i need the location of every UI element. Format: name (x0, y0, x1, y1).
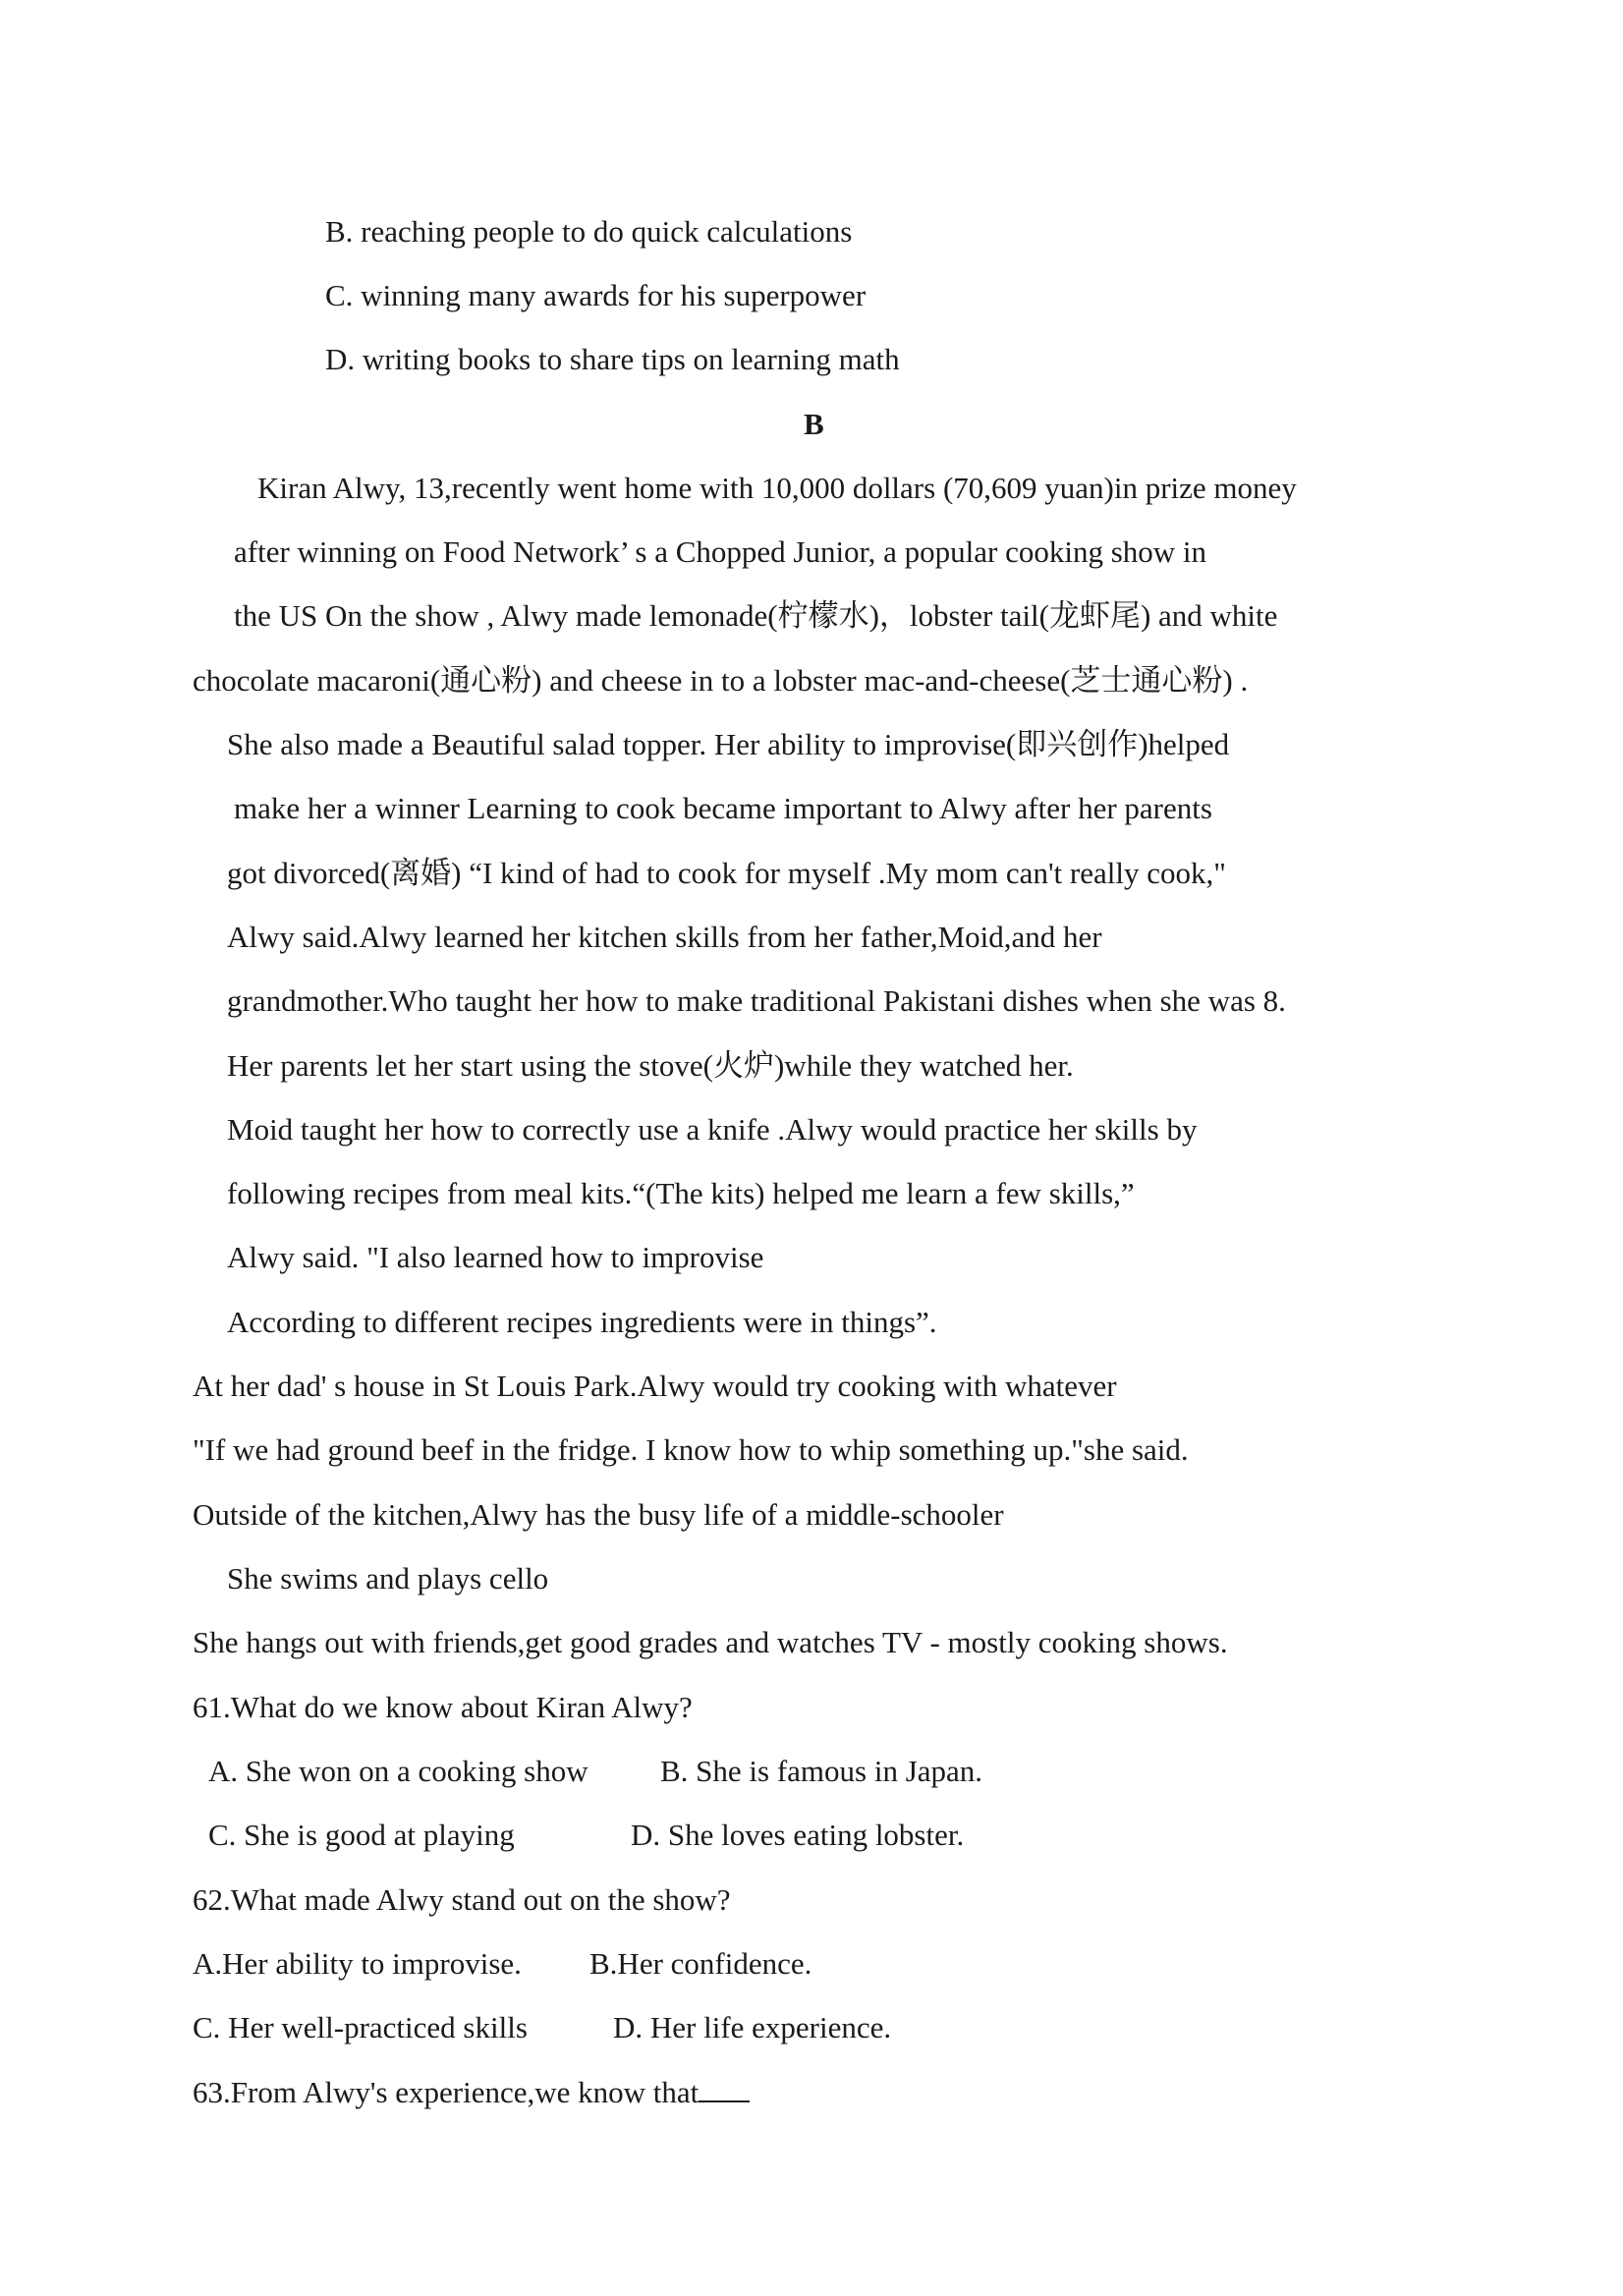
question-62-option-b: B.Her confidence. (589, 1946, 812, 1981)
question-63-stem-text: 63.From Alwy's experience,we know that (193, 2075, 700, 2109)
passage-line: Her parents let her start using the stove(火炉)while they watched her. (227, 1048, 1074, 1083)
option-b-prev: B. reaching people to do quick calculations (325, 214, 853, 249)
passage-line: make her a winner Learning to cook became important to Alwy after her parents (234, 791, 1212, 825)
option-d-prev: D. writing books to share tips on learning math (325, 342, 900, 376)
section-heading: B (804, 407, 824, 441)
question-63-stem (193, 2073, 750, 2112)
passage-line: Moid taught her how to correctly use a knife .Alwy would practice her skills by (227, 1112, 1198, 1147)
question-62-option-d: D. Her life experience. (613, 2010, 892, 2044)
passage-line: Alwy said. "I also learned how to improvise (227, 1240, 764, 1274)
passage-line: "If we had ground beef in the fridge. I know how to whip something up."she said. (193, 1432, 1189, 1467)
passage-line: grandmother.Who taught her how to make traditional Pakistani dishes when she was 8. (227, 983, 1286, 1018)
question-61-option-d: D. She loves eating lobster. (631, 1818, 965, 1852)
question-62-option-a: A.Her ability to improvise. (193, 1946, 522, 1981)
passage-line: She hangs out with friends,get good grades and watches TV - mostly cooking shows. (193, 1625, 1228, 1659)
option-c-prev: C. winning many awards for his superpower (325, 278, 867, 312)
passage-line: after winning on Food Network’ s a Chopped Junior, a popular cooking show in (234, 534, 1207, 569)
passage-line: She swims and plays cello (227, 1561, 549, 1596)
passage-line: At her dad' s house in St Louis Park.Alwy would try cooking with whatever (193, 1369, 1117, 1403)
question-62-stem: 62.What made Alwy stand out on the show? (193, 1882, 731, 1917)
passage-line: Outside of the kitchen,Alwy has the busy life of a middle-schooler (193, 1497, 1004, 1532)
question-62-option-c: C. Her well-practiced skills (193, 2010, 528, 2044)
answer-blank (699, 2073, 750, 2102)
question-61-option-c: C. She is good at playing (208, 1818, 515, 1852)
question-61-option-b: B. She is famous in Japan. (660, 1754, 983, 1788)
passage-line: chocolate macaroni(通心粉) and cheese in to a lobster mac-and-cheese(芝士通心粉) . (193, 663, 1249, 698)
passage-line: She also made a Beautiful salad topper. Her ability to improvise(即兴创作)helped (227, 727, 1230, 761)
passage-line: According to different recipes ingredients were in things”. (227, 1305, 937, 1339)
passage-line: Alwy said.Alwy learned her kitchen skills from her father,Moid,and her (227, 920, 1102, 954)
question-61-stem: 61.What do we know about Kiran Alwy? (193, 1690, 693, 1724)
passage-line: got divorced(离婚) “I kind of had to cook for myself .My mom can't really cook," (227, 856, 1226, 890)
passage-line: following recipes from meal kits.“(The kits) helped me learn a few skills,” (227, 1176, 1135, 1210)
passage-line: Kiran Alwy, 13,recently went home with 10,000 dollars (70,609 yuan)in prize money (257, 471, 1297, 505)
passage-line: the US On the show , Alwy made lemonade(柠檬水)，lobster tail(龙虾尾) and white (234, 598, 1278, 633)
question-61-option-a: A. She won on a cooking show (208, 1754, 588, 1788)
